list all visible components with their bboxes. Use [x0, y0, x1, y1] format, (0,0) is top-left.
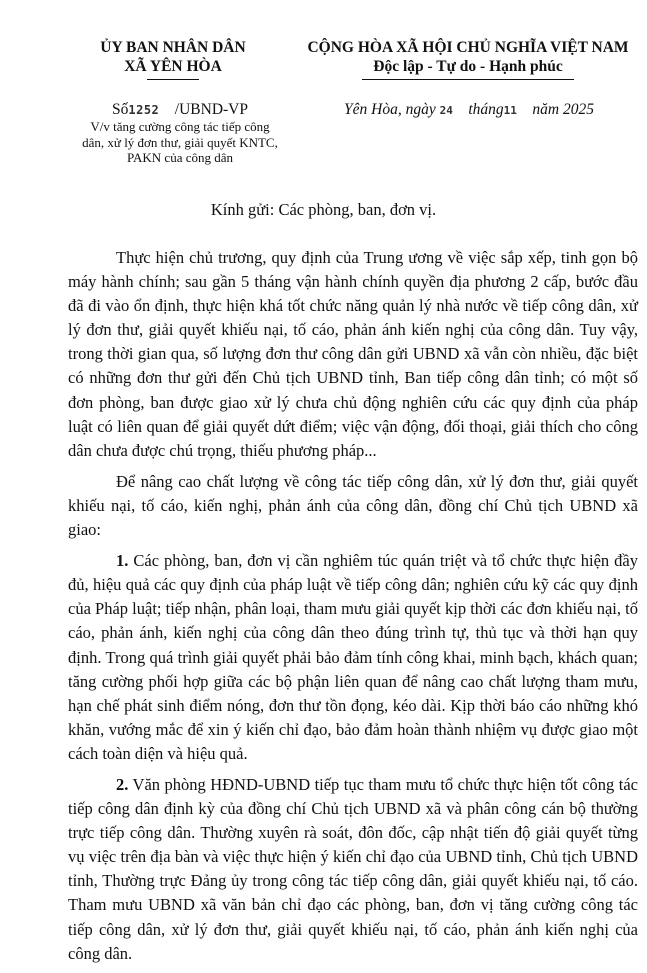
issuing-agency-header	[68, 38, 278, 80]
subject-line-1: V/v tăng cường công tác tiếp công	[90, 119, 270, 134]
date-day-handwritten: 24	[439, 104, 453, 117]
date-line	[300, 101, 638, 120]
item-1-text: Các phòng, ban, đơn vị cần nghiêm túc quán triệt và tổ chức thực hiện đầy đủ, hiệu quả các quy định của pháp luật về tiếp công dân; nghiên cứu kỹ các quy định của Pháp luật; tiếp nhận, phân loại, tham mưu giải quyết kịp thời các đơn khiếu nại, tố cáo, phản ánh, kiến nghị của công dân theo đúng trình tự, thủ tục và thời hạn quy định. Trong quá trình giải quyết phải bảo đảm tính công khai, minh bạch, khách quan; tăng cường phối hợp giữa các bộ phận liên quan để nâng cao chất lượng tham mưu, hạn chế phát sinh điểm nóng, đơn thư tồn đọng, kéo dài. Kịp thời báo cáo những khó khăn, vướng mắc để xin ý kiến chỉ đạo, bảo đảm hoàn thành nhiệm vụ được giao một cách toàn diện và hiệu quả.	[68, 551, 638, 763]
item-2-number: 2.	[116, 774, 129, 794]
doc-number-suffix: /UBND-VP	[174, 101, 248, 118]
document-body	[68, 246, 638, 973]
doc-number-prefix: Số	[112, 101, 129, 118]
paragraph-directive: Để nâng cao chất lượng về công tác tiếp công dân, xử lý đơn thư, giải quyết khiếu nại, tố cáo, kiến nghị, phản ánh của công dân, đồng chí Chủ tịch UBND xã giao:	[68, 471, 638, 540]
paragraph-item-2	[68, 773, 638, 966]
agency-name: XÃ YÊN HÒA	[124, 58, 222, 75]
national-motto: Độc lập - Tự do - Hạnh phúc	[373, 58, 563, 75]
motto-underline	[362, 79, 574, 80]
paragraph-item-1	[68, 549, 638, 766]
subject-line-3: PAKN của công dân	[126, 150, 234, 165]
date-place: Yên Hòa, ngày	[344, 101, 436, 118]
date-month-handwritten: 11	[503, 104, 517, 117]
date-month-label: tháng	[468, 101, 504, 118]
document-number	[60, 101, 300, 119]
agency-underline	[147, 79, 199, 80]
paragraph-intro: Thực hiện chủ trương, quy định của Trung ương về việc sắp xếp, tinh gọn bộ máy hành chính; sau gần 5 tháng vận hành chính quyền địa phương 2 cấp, bước đầu đã đi vào ổn định, thực hiện khá tốt chức năng quản lý nhà nước về tiếp công dân, xử lý đơn thư, giải quyết khiếu nại, tố cáo, phản ánh kiến nghị của công dân. Tuy vậy, trong thời gian qua, số lượng đơn thư công dân gửi UBND xã vẫn còn nhiều, đặc biệt có những đơn thư gửi đến Chủ tịch UBND tỉnh, Ban tiếp công dân tỉnh; có một số đơn phòng, ban được giao xử lý chưa chủ động nghiên cứu các quy định của pháp luật có liên quan để giải quyết dứt điểm; việc vận động, đối thoại, giải thích cho công dân chưa được chú trọng, thiếu phương pháp...	[68, 248, 638, 460]
date-year: năm 2025	[532, 101, 594, 118]
recipient-line: Kính gửi: Các phòng, ban, đơn vị.	[210, 200, 437, 219]
agency-parent: ỦY BAN NHÂN DÂN	[100, 39, 246, 56]
subject-line-2: dân, xử lý đơn thư, giải quyết KNTC,	[82, 134, 278, 150]
document-subject	[60, 119, 300, 166]
country-name: CỘNG HÒA XÃ HỘI CHỦ NGHĨA VIỆT NAM	[307, 39, 629, 56]
item-1-number: 1.	[116, 551, 129, 571]
national-motto-header	[298, 38, 638, 80]
item-2-text: Văn phòng HĐND-UBND tiếp tục tham mưu tổ chức thực hiện tốt công tác tiếp công dân định kỳ của đồng chí Chủ tịch UBND xã và phân công cán bộ thường trực tiếp công dân. Thường xuyên rà soát, đôn đốc, cập nhật tiến độ giải quyết từng vụ việc trên địa bàn và việc thực hiện ý kiến chỉ đạo của UBND tỉnh, Chủ tịch UBND tỉnh, Thường trực Đảng ủy trong công tác tiếp công dân, giải quyết khiếu nại, tố cáo. Tham mưu UBND xã văn bản chỉ đạo các phòng, ban, đơn vị tăng cường công tác tiếp công dân, xử lý đơn thư, giải quyết khiếu nại, tố cáo, phản ánh kiến nghị của công dân.	[68, 774, 638, 963]
doc-number-handwritten: 1252	[128, 103, 160, 117]
